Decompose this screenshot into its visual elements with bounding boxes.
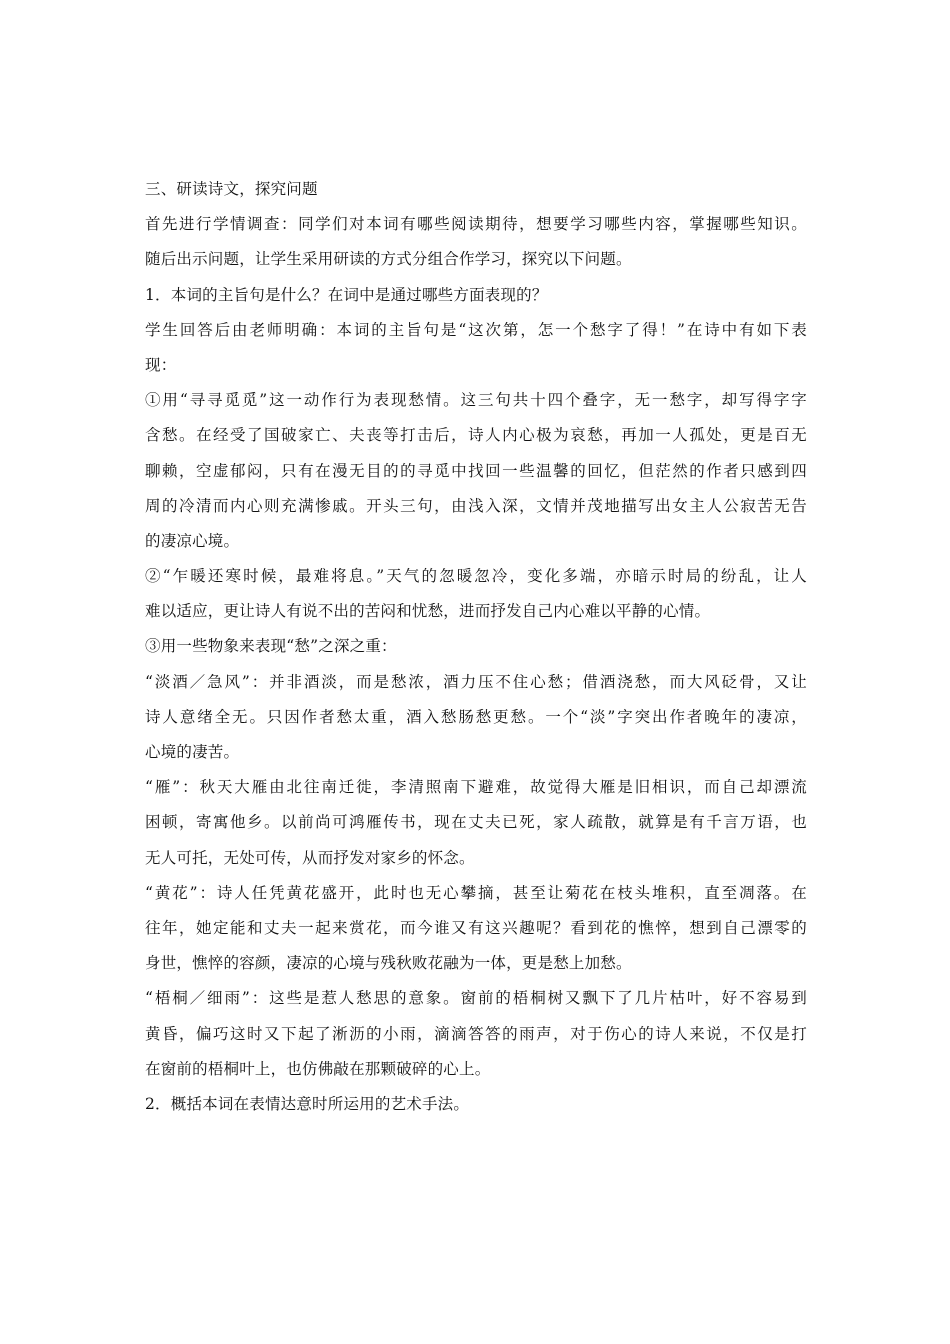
body-line: 往年，她定能和丈夫一起来赏花，而今谁又有这兴趣呢？看到花的憔悴，想到自己漂零的 [145, 918, 807, 937]
question-1: 1．本词的主旨句是什么？在词中是通过哪些方面表现的？ [145, 285, 548, 304]
body-line: 周的冷清而内心则充满惨戚。开头三句，由浅入深，文情并茂地描写出女主人公寂苦无告 [145, 496, 807, 515]
section-heading: 三、研读诗文，探究问题 [145, 180, 318, 198]
body-line: “黄花”：诗人任凭黄花盛开，此时也无心攀摘，甚至让菊花在枝头堆积，直至凋落。在 [145, 883, 807, 902]
point-1-line: ①用“寻寻觅觅”这一动作行为表现愁情。这三句共十四个叠字，无一愁字，却写得字字 [145, 391, 807, 410]
body-line: “梧桐／细雨”：这些是惹人愁思的意象。窗前的梧桐树又飘下了几片枯叶，好不容易到 [145, 989, 807, 1008]
point-3-line: ③用一些物象来表现“愁”之深之重： [145, 637, 397, 656]
body-line: 随后出示问题，让学生采用研读的方式分组合作学习，探究以下问题。 [145, 250, 632, 269]
body-line: 心境的凄苦。 [145, 743, 240, 761]
body-line: 首先进行学情调查：同学们对本词有哪些阅读期待，想要学习哪些内容，掌握哪些知识。 [145, 215, 807, 234]
question-2: 2．概括本词在表情达意时所运用的艺术手法。 [145, 1094, 470, 1113]
body-line: 聊赖，空虚郁闷，只有在漫无目的的寻觅中找回一些温馨的回忆，但茫然的作者只感到四 [145, 461, 807, 480]
point-2-line: ②“乍暖还寒时候，最难将息。”天气的忽暖忽冷，变化多端，亦暗示时局的纷乱，让人 [145, 567, 807, 586]
body-line: 含愁。在经受了国破家亡、夫丧等打击后，诗人内心极为哀愁，再加一人孤处，更是百无 [145, 426, 807, 445]
body-line: “雁”：秋天大雁由北往南迁徙，李清照南下避难，故觉得大雁是旧相识，而自己却漂流 [145, 778, 807, 797]
body-line: 现： [145, 355, 177, 374]
body-line: 无人可托，无处可传，从而抒发对家乡的怀念。 [145, 848, 475, 867]
body-line: 诗人意绪全无。只因作者愁太重，酒入愁肠愁更愁。一个“淡”字突出作者晚年的凄凉， [145, 707, 807, 726]
body-line: 在窗前的梧桐叶上，也仿佛敲在那颗破碎的心上。 [145, 1059, 491, 1078]
body-line: 学生回答后由老师明确：本词的主旨句是“这次第，怎一个愁字了得！”在诗中有如下表 [145, 320, 807, 339]
document-body [145, 172, 807, 1122]
body-line: 难以适应，更让诗人有说不出的苦闷和忧愁，进而抒发自己内心难以平静的心情。 [145, 602, 711, 621]
body-line: 的凄凉心境。 [145, 531, 240, 550]
body-line: 困顿，寄寓他乡。以前尚可鸿雁传书，现在丈夫已死，家人疏散，就算是有千言万语，也 [145, 813, 807, 832]
body-line: 黄昏，偏巧这时又下起了淅沥的小雨，滴滴答答的雨声，对于伤心的诗人来说，不仅是打 [145, 1024, 807, 1043]
body-line: “淡酒／急风”：并非酒淡，而是愁浓，酒力压不住心愁；借酒浇愁，而大风砭骨，又让 [145, 672, 807, 691]
body-line: 身世，憔悴的容颜，凄凉的心境与残秋败花融为一体，更是愁上加愁。 [145, 954, 632, 973]
